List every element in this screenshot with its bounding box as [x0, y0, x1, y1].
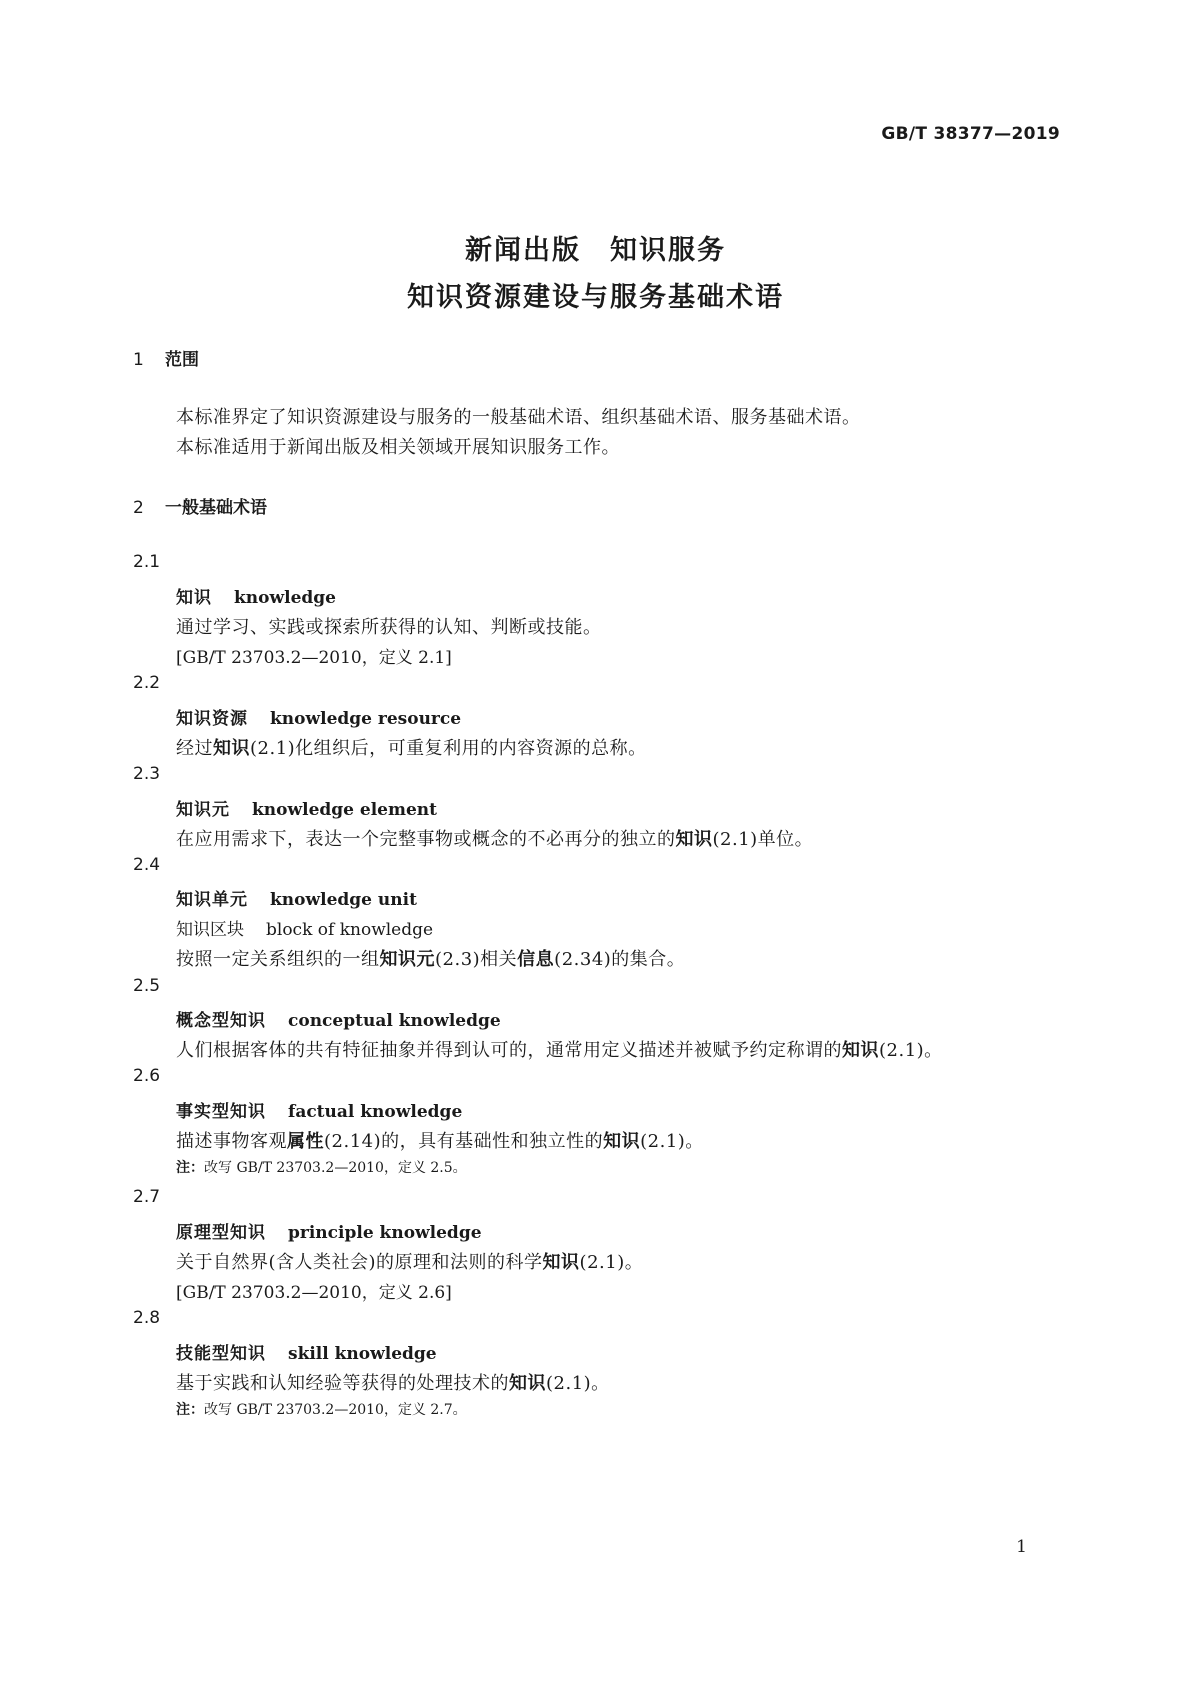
note [176, 1157, 467, 1177]
term-chinese: 知识 [176, 588, 212, 608]
cross-reference-term: 知识 [213, 738, 250, 759]
definition-text: (2.34)的集合。 [554, 949, 686, 970]
term-english: conceptual knowledge [288, 1011, 501, 1031]
definition-text: (2.1)。 [579, 1252, 644, 1273]
definition-text: (2.3)相关 [435, 949, 518, 970]
definition-text: 在应用需求下，表达一个完整事物或概念的不必再分的独立的 [176, 829, 676, 850]
definition-text: (2.1)化组织后，可重复利用的内容资源的总称。 [250, 738, 647, 759]
definition [176, 613, 602, 639]
note-text: 改写 GB/T 23703.2—2010，定义 2.7。 [204, 1402, 467, 1418]
term-chinese: 技能型知识 [176, 1344, 266, 1364]
admitted-term-chinese: 知识区块 [176, 920, 244, 940]
term-line [176, 1006, 501, 1031]
term-english: knowledge resource [270, 709, 462, 729]
term-chinese: 知识资源 [176, 709, 248, 729]
definition-text: 经过 [176, 738, 213, 759]
admitted-term-line [176, 915, 433, 940]
section-title: 范围 [165, 350, 199, 370]
definition-text: (2.1)。 [879, 1040, 943, 1061]
cross-reference-term: 属性 [287, 1131, 324, 1152]
source-citation: [GB/T 23703.2—2010，定义 2.6] [176, 1283, 452, 1303]
entry-number: 2.5 [133, 976, 161, 996]
definition [176, 945, 685, 971]
standard-number: GB/T 38377—2019 [881, 124, 1060, 144]
term-english: knowledge unit [270, 890, 417, 910]
cross-reference-term: 知识 [542, 1252, 580, 1273]
section-number: 2 [133, 498, 144, 518]
section-1-heading [133, 345, 199, 370]
entry-number: 2.2 [133, 673, 161, 693]
section-2-heading [133, 493, 267, 518]
definition [176, 825, 813, 851]
term-line [176, 704, 461, 729]
note [176, 1399, 467, 1419]
term-chinese: 事实型知识 [176, 1102, 266, 1122]
source-citation: [GB/T 23703.2—2010，定义 2.1] [176, 648, 452, 668]
definition-text: 人们根据客体的共有特征抽象并得到认可的，通常用定义描述并被赋予约定称谓的 [176, 1040, 842, 1061]
term-line [176, 1339, 437, 1364]
term-line [176, 1218, 482, 1243]
note-label: 注： [176, 1160, 204, 1176]
term-line [176, 583, 336, 608]
term-english: principle knowledge [288, 1223, 482, 1243]
cross-reference-term: 知识 [842, 1040, 879, 1061]
entry-number: 2.8 [133, 1308, 161, 1328]
admitted-term-english: block of knowledge [266, 920, 434, 940]
term-line [176, 1097, 462, 1122]
entry-number: 2.7 [133, 1187, 161, 1207]
definition-text: 通过学习、实践或探索所获得的认知、判断或技能。 [176, 617, 602, 638]
cross-reference-term: 知识 [675, 829, 713, 850]
definition-text: (2.14)的，具有基础性和独立性的 [324, 1131, 604, 1152]
term-english: knowledge element [252, 800, 437, 820]
term-chinese: 知识元 [176, 800, 230, 820]
definition [176, 1369, 610, 1395]
cross-reference-term: 知识元 [379, 949, 435, 970]
definition [176, 1036, 943, 1062]
definition-text: (2.1)单位。 [712, 829, 814, 850]
entry-number: 2.3 [133, 764, 161, 784]
section-title: 一般基础术语 [165, 498, 267, 518]
cross-reference-term: 信息 [517, 949, 555, 970]
document-title-line-2: 知识资源建设与服务基础术语 [407, 282, 784, 313]
section-number: 1 [133, 350, 144, 370]
page-number: 1 [1016, 1537, 1027, 1557]
scope-paragraph-2: 本标准适用于新闻出版及相关领域开展知识服务工作。 [176, 437, 620, 458]
term-english: knowledge [234, 588, 336, 608]
term-english: skill knowledge [288, 1344, 437, 1364]
scope-paragraph-1: 本标准界定了知识资源建设与服务的一般基础术语、组织基础术语、服务基础术语。 [176, 407, 861, 428]
entry-number: 2.6 [133, 1066, 161, 1086]
definition-text: 描述事物客观 [176, 1131, 287, 1152]
definition-text: (2.1)。 [640, 1131, 704, 1152]
term-chinese: 概念型知识 [176, 1011, 266, 1031]
term-chinese: 知识单元 [176, 890, 248, 910]
entry-number: 2.1 [133, 552, 161, 572]
note-label: 注： [176, 1402, 204, 1418]
definition [176, 1127, 704, 1153]
definition [176, 734, 647, 760]
document-title-line-1: 新闻出版 知识服务 [465, 235, 726, 266]
cross-reference-term: 知识 [603, 1131, 641, 1152]
term-english: factual knowledge [288, 1102, 463, 1122]
term-line [176, 885, 417, 910]
term-line [176, 795, 437, 820]
cross-reference-term: 知识 [509, 1373, 546, 1394]
definition-text: (2.1)。 [546, 1373, 610, 1394]
term-chinese: 原理型知识 [176, 1223, 266, 1243]
definition [176, 1248, 643, 1274]
definition-text: 按照一定关系组织的一组 [176, 949, 380, 970]
note-text: 改写 GB/T 23703.2—2010，定义 2.5。 [204, 1160, 467, 1176]
definition-text: 关于自然界(含人类社会)的原理和法则的科学 [176, 1252, 543, 1273]
definition-text: 基于实践和认知经验等获得的处理技术的 [176, 1373, 509, 1394]
entry-number: 2.4 [133, 855, 161, 875]
